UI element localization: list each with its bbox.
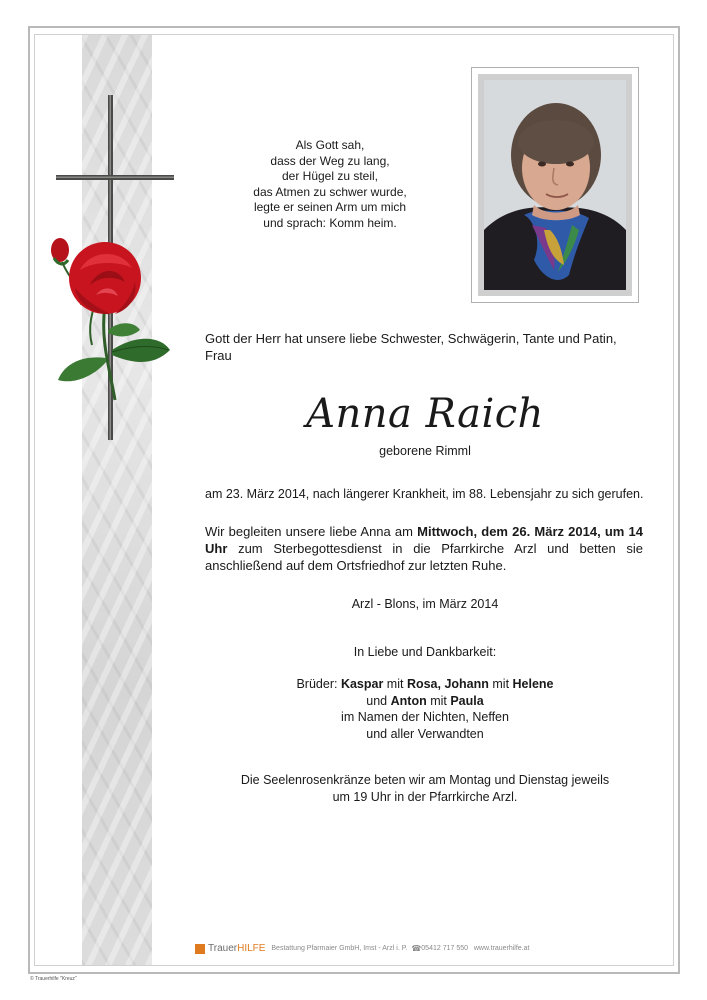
rosary-line: um 19 Uhr in der Pfarrkirche Arzl. [332,789,518,804]
brand-part2: HILFE [237,943,266,954]
portrait-photo [484,80,626,290]
mourner-name: Anton [390,693,427,708]
mourners-line-4: und aller Verwandten [366,726,484,741]
funeral-text [205,523,643,574]
mourners-label: Brüder: [296,677,341,691]
company-name: Bestattung Pfarmaier GmbH, Imst - Arzl i. P. [271,945,408,952]
passing-text: am 23. März 2014, nach längerer Krankheit, im 88. Lebensjahr zu sich gerufen. [205,487,644,501]
maiden-name: geborene Rimml [379,444,471,458]
mourner-name: Paula [450,693,484,708]
rosary-line: Die Seelenrosenkränze beten wir am Montag und Dienstag jeweils [240,773,610,787]
thanks-text: In Liebe und Dankbarkeit: [353,645,497,659]
place-date: Arzl - Blons, im März 2014 [351,597,499,611]
website-link[interactable]: www.trauerhilfe.at [473,945,530,952]
poem-line: der Hügel zu steil, [281,169,379,183]
mourner-name: Helene [512,677,554,691]
intro-text: Gott der Herr hat unsere liebe Schwester, Schwägerin, Tante und Patin, Frau [205,331,617,363]
footer [195,942,535,956]
mourner-name: Rosa, Johann [406,677,489,691]
funeral-date: Mittwoch, dem 26. März 2014, um 14 Uhr [205,524,643,556]
poem-line: dass der Weg zu lang, [270,153,390,168]
poem-line: das Atmen zu schwer wurde, [253,184,407,199]
trauerhilfe-logo-icon [195,944,205,954]
brand-part1: Trauer [208,943,238,954]
poem-line: legte er seinen Arm um mich [253,200,407,214]
mourners-connector: mit [383,677,407,691]
deceased-name: Anna Raich [306,391,544,437]
poem-line: und sprach: Komm heim. [263,215,397,230]
mourners-line-2 [205,693,645,710]
rosary-text [205,772,645,805]
mourners-list [205,676,645,742]
poem [225,138,435,231]
mourners-line-3: im Namen der Nichten, Neffen [341,710,509,724]
mourners-line-1 [205,676,645,693]
phone-icon: ☎ [411,944,422,953]
cross-with-rose [50,90,180,450]
copyright-text: © Trauerhilfe "Kreuz" [30,976,77,982]
mourners-connector: und [366,693,391,708]
mourners-connector: mit [488,677,513,691]
phone-number: 05412 717 550 [421,945,468,952]
funeral-text-part1: Wir begleiten unsere liebe Anna am [205,524,418,539]
mourner-name: Kaspar [340,677,384,691]
funeral-text-part2: zum Sterbegottesdienst in die Pfarrkirche Arzl und betten sie anschließend auf dem Ortsfriedhof zur letzten Ruhe. [205,541,643,573]
portrait-frame [471,67,639,303]
mourners-connector: mit [426,693,451,708]
portrait-mat [478,74,632,296]
poem-line: Als Gott sah, [295,138,365,152]
